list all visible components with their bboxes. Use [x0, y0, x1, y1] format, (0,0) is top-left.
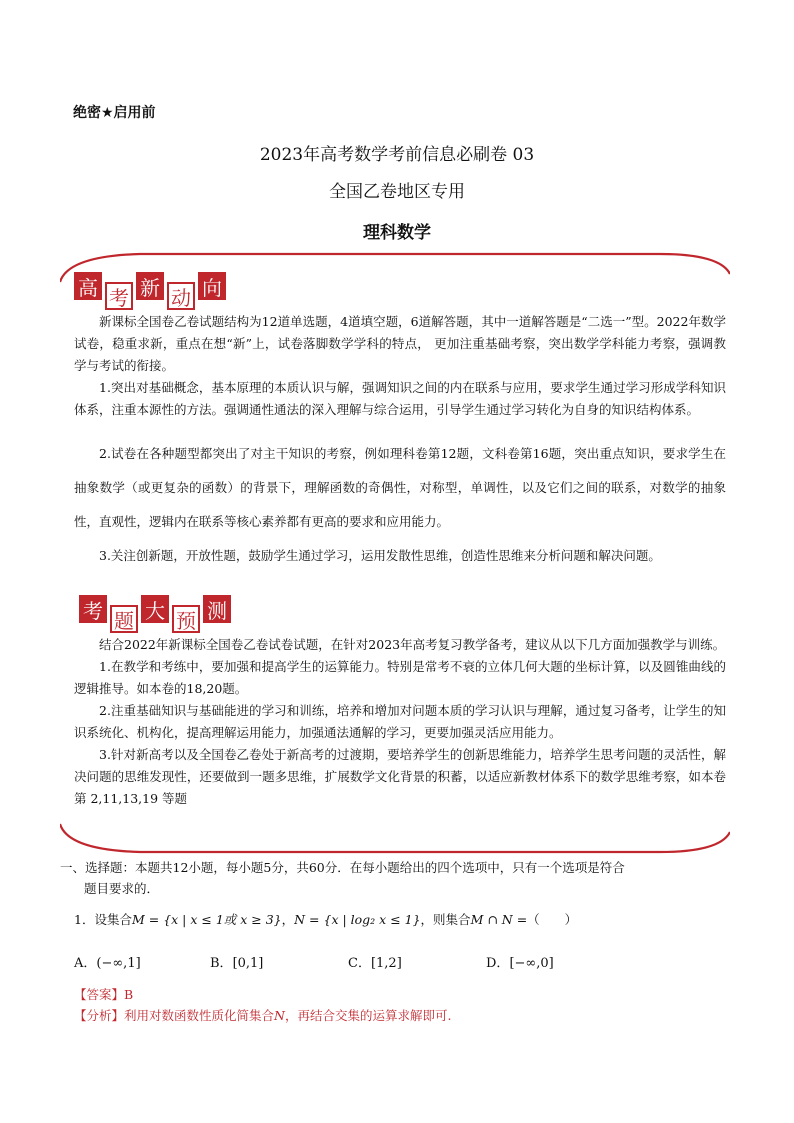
paragraph: 3.关注创新题，开放性题，鼓励学生通过学习，运用发散性思维，创造性思维来分析问题和解决问题。: [99, 548, 661, 563]
analysis-line: [74, 1006, 451, 1024]
exam-subject: 理科数学: [363, 223, 431, 243]
question-number: 1．: [74, 912, 95, 927]
badge-char: 向: [198, 272, 226, 300]
badge-char: 高: [74, 272, 102, 300]
section-badge-predictions: [79, 595, 231, 633]
option-label: B．: [210, 956, 233, 971]
exam-title: 2023年高考数学考前信息必刷卷 03: [259, 145, 535, 165]
badge-char: 大: [141, 595, 169, 623]
badge-char: 考: [79, 595, 107, 623]
paragraph: 结合2022年新课标全国卷乙卷试卷试题，在针对2023年高考复习教学备考，建议从以下几方面加强教学与训练。: [99, 637, 726, 652]
option-value: [1,2]: [370, 956, 402, 971]
analysis-tag: 【分析】: [74, 1008, 125, 1023]
set-n: N = {x | log₂ x ≤ 1}: [294, 912, 421, 927]
option-a[interactable]: [74, 952, 141, 971]
part1-instruction: [60, 858, 740, 897]
option-value: [0,1]: [232, 956, 264, 971]
answer-line: [74, 985, 133, 1003]
section-badge-trends: [74, 272, 226, 310]
instruction-line: 一、选择题：本题共12小题，每小题5分，共60分．在每小题给出的四个选项中，只有一个选项是符合: [60, 860, 625, 875]
badge-char: 动: [167, 282, 195, 310]
option-c[interactable]: [348, 952, 402, 971]
analysis-var: N: [274, 1008, 285, 1023]
paragraph: 新课标全国卷乙卷试题结构为12道单选题，4道填空题，6道解答题，其中一道解答题是“二选一”型。2022年数学试卷，稳重求新，重点在想“新”上，试卷落脚数学学科的特点， 更加注重基础考察，突出数学学科能力考察，强调教学与考试的衔接。: [74, 314, 726, 373]
trends-text: [74, 311, 726, 421]
option-label: C．: [348, 956, 371, 971]
paragraph: 2.注重基础知识与基础能进的学习和训练，培养和增加对问题本质的学习认识与理解，通过复习备考，让学生的知识系统化、机构化，提高理解运用能力，加强通法通解的学习，更要加强灵活应用能力。: [74, 703, 726, 740]
stem-text: 设集合: [94, 912, 132, 927]
badge-char: 预: [172, 605, 200, 633]
paragraph: 3.针对新高考以及全国卷乙卷处于新高考的过渡期，要培养学生的创新思维能力，培养学生思考问题的灵活性，解决问题的思维发现性，还要做到一题多思维，扩展数学文化背景的积蓄，以适应新教材体系下的数学思维考察，如本卷第 2,11,13,19 等题: [74, 747, 726, 806]
exam-subtitle: 全国乙卷地区专用: [329, 182, 465, 202]
option-b[interactable]: [210, 952, 263, 971]
badge-char: 测: [203, 595, 231, 623]
stem-sep: ，: [281, 912, 295, 927]
answer-tag: 【答案】: [74, 987, 125, 1002]
stem-text: ，则集合: [420, 912, 471, 927]
option-d[interactable]: [486, 952, 554, 971]
question-1-stem: [74, 910, 577, 928]
answer-paren: （ ）: [527, 912, 578, 927]
trends-text-loose: [74, 437, 726, 573]
option-label: D．: [486, 956, 510, 971]
badge-char: 新: [136, 272, 164, 300]
badge-char: 考: [105, 282, 133, 310]
option-value: [−∞,0]: [509, 956, 554, 971]
paragraph: 1.在教学和考练中，要加强和提高学生的运算能力。特别是常考不衰的立体几何大题的坐标计算，以及圆锥曲线的逻辑推导。如本卷的18,20题。: [74, 659, 726, 696]
answer-value: B: [124, 987, 134, 1002]
secret-label: 绝密★启用前: [73, 105, 156, 121]
analysis-text: 利用对数函数性质化简集合: [124, 1008, 275, 1023]
set-m: M = {x | x ≤ 1或 x ≥ 3}: [131, 912, 282, 927]
option-value: (−∞,1]: [96, 956, 141, 971]
paragraph: 2.试卷在各种题型都突出了对主干知识的考察，例如理科卷第12题，文科卷第16题，突出重点知识，要求学生在抽象数学（或更复杂的函数）的背景下，理解函数的奇偶性，对称型，单调性，以及它们之间的联系，对数学的抽象性，直观性，逻辑内在联系等核心素养都有更高的要求和应用能力。: [74, 446, 726, 529]
option-label: A．: [74, 956, 97, 971]
expression: M ∩ N =: [470, 912, 528, 927]
badge-char: 题: [110, 605, 138, 633]
analysis-text: ，再结合交集的运算求解即可.: [284, 1008, 452, 1023]
predictions-text: [74, 634, 726, 810]
section-divider-swoosh-bottom: [60, 820, 730, 860]
instruction-line: 题目要求的．: [84, 881, 160, 896]
paragraph: 1.突出对基础概念，基本原理的本质认识与解，强调知识之间的内在联系与应用，要求学生通过学习形成学科知识体系，注重本源性的方法。强调通性通法的深入理解与综合运用，引导学生通过学习转化为自身的知识结构体系。: [74, 380, 726, 417]
